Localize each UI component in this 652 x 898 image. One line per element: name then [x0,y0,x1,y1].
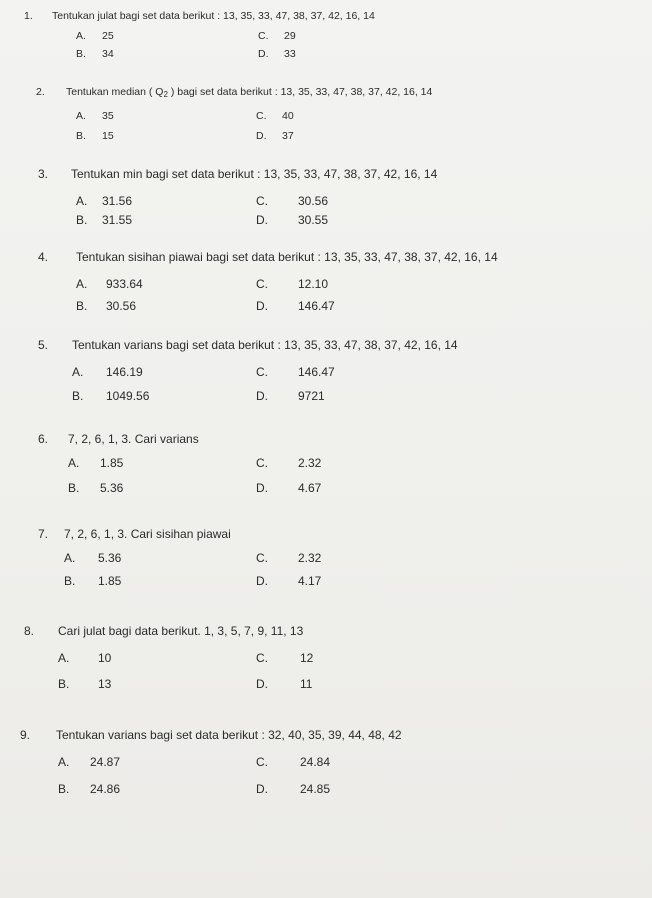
option-a: A. 10 [58,651,112,665]
option-d: D. 30.55 [256,213,329,227]
option-d: D. 4.67 [256,481,322,495]
option-b: B. 5.36 [68,481,124,495]
option-b: B. 1.85 [64,574,122,588]
question-number: 3. [38,167,49,181]
question-text: Tentukan median ( $Q_2$ ) bagi set data berikut : 13, 35, 33, 47, 38, 37, 42, 16, 14 [66,86,433,99]
option-c: C. 2.32 [256,551,322,565]
option-b: B. 24.86 [58,782,121,796]
option-c: C. 40 [256,110,294,122]
option-b: B. 13 [58,677,112,691]
option-c: C. 24.84 [256,755,331,769]
question-text: Tentukan julat bagi set data berikut : 13, 35, 33, 47, 38, 37, 42, 16, 14 [52,10,375,22]
option-a: A. 25 [76,30,114,42]
question-text: Cari julat bagi data berikut. 1, 3, 5, 7, 9, 11, 13 [58,624,304,638]
option-d: D. 146.47 [256,299,335,313]
option-c: C. 12.10 [256,277,329,291]
option-d: D. 11 [256,677,313,691]
question-text: Tentukan varians bagi set data berikut : 13, 35, 33, 47, 38, 37, 42, 16, 14 [72,338,458,352]
question-number: 7. [38,527,49,541]
option-b: B. 31.55 [76,213,133,227]
option-c: C. 29 [258,30,296,42]
option-a: A. 1.85 [68,456,124,470]
option-a: A. 31.56 [76,194,133,208]
question-number: 6. [38,432,49,446]
option-a: A. 24.87 [58,755,121,769]
option-c: C. 30.56 [256,194,329,208]
question-text: 7, 2, 6, 1, 3. Cari varians [68,432,199,446]
question-text: 7, 2, 6, 1, 3. Cari sisihan piawai [64,527,231,541]
question-text: Tentukan sisihan piawai bagi set data berikut : 13, 35, 33, 47, 38, 37, 42, 16, 14 [76,250,498,264]
option-b: B. 15 [76,130,114,142]
option-d: D. 4.17 [256,574,322,588]
option-c: C. 2.32 [256,456,322,470]
option-c: C. 12 [256,651,314,665]
option-b: B. 34 [76,48,114,60]
option-b: B. 30.56 [76,299,137,313]
question-number: 9. [20,728,31,742]
option-b: B. 1049.56 [72,389,150,403]
question-number: 2. [36,86,45,98]
question-number: 4. [38,250,49,264]
option-d: D. 37 [256,130,294,142]
option-d: D. 24.85 [256,782,331,796]
question-text: Tentukan varians bagi set data berikut : 32, 40, 35, 39, 44, 48, 42 [56,728,402,742]
option-d: D. 9721 [256,389,325,403]
question-number: 8. [24,624,35,638]
option-a: A. 933.64 [76,277,143,291]
option-c: C. 146.47 [256,365,335,379]
option-a: A. 5.36 [64,551,122,565]
question-number: 5. [38,338,49,352]
option-d: D. 33 [258,48,296,60]
option-a: A. 146.19 [72,365,143,379]
question-number: 1. [24,10,33,22]
question-text: Tentukan min bagi set data berikut : 13, 35, 33, 47, 38, 37, 42, 16, 14 [71,167,438,181]
option-a: A. 35 [76,110,114,122]
